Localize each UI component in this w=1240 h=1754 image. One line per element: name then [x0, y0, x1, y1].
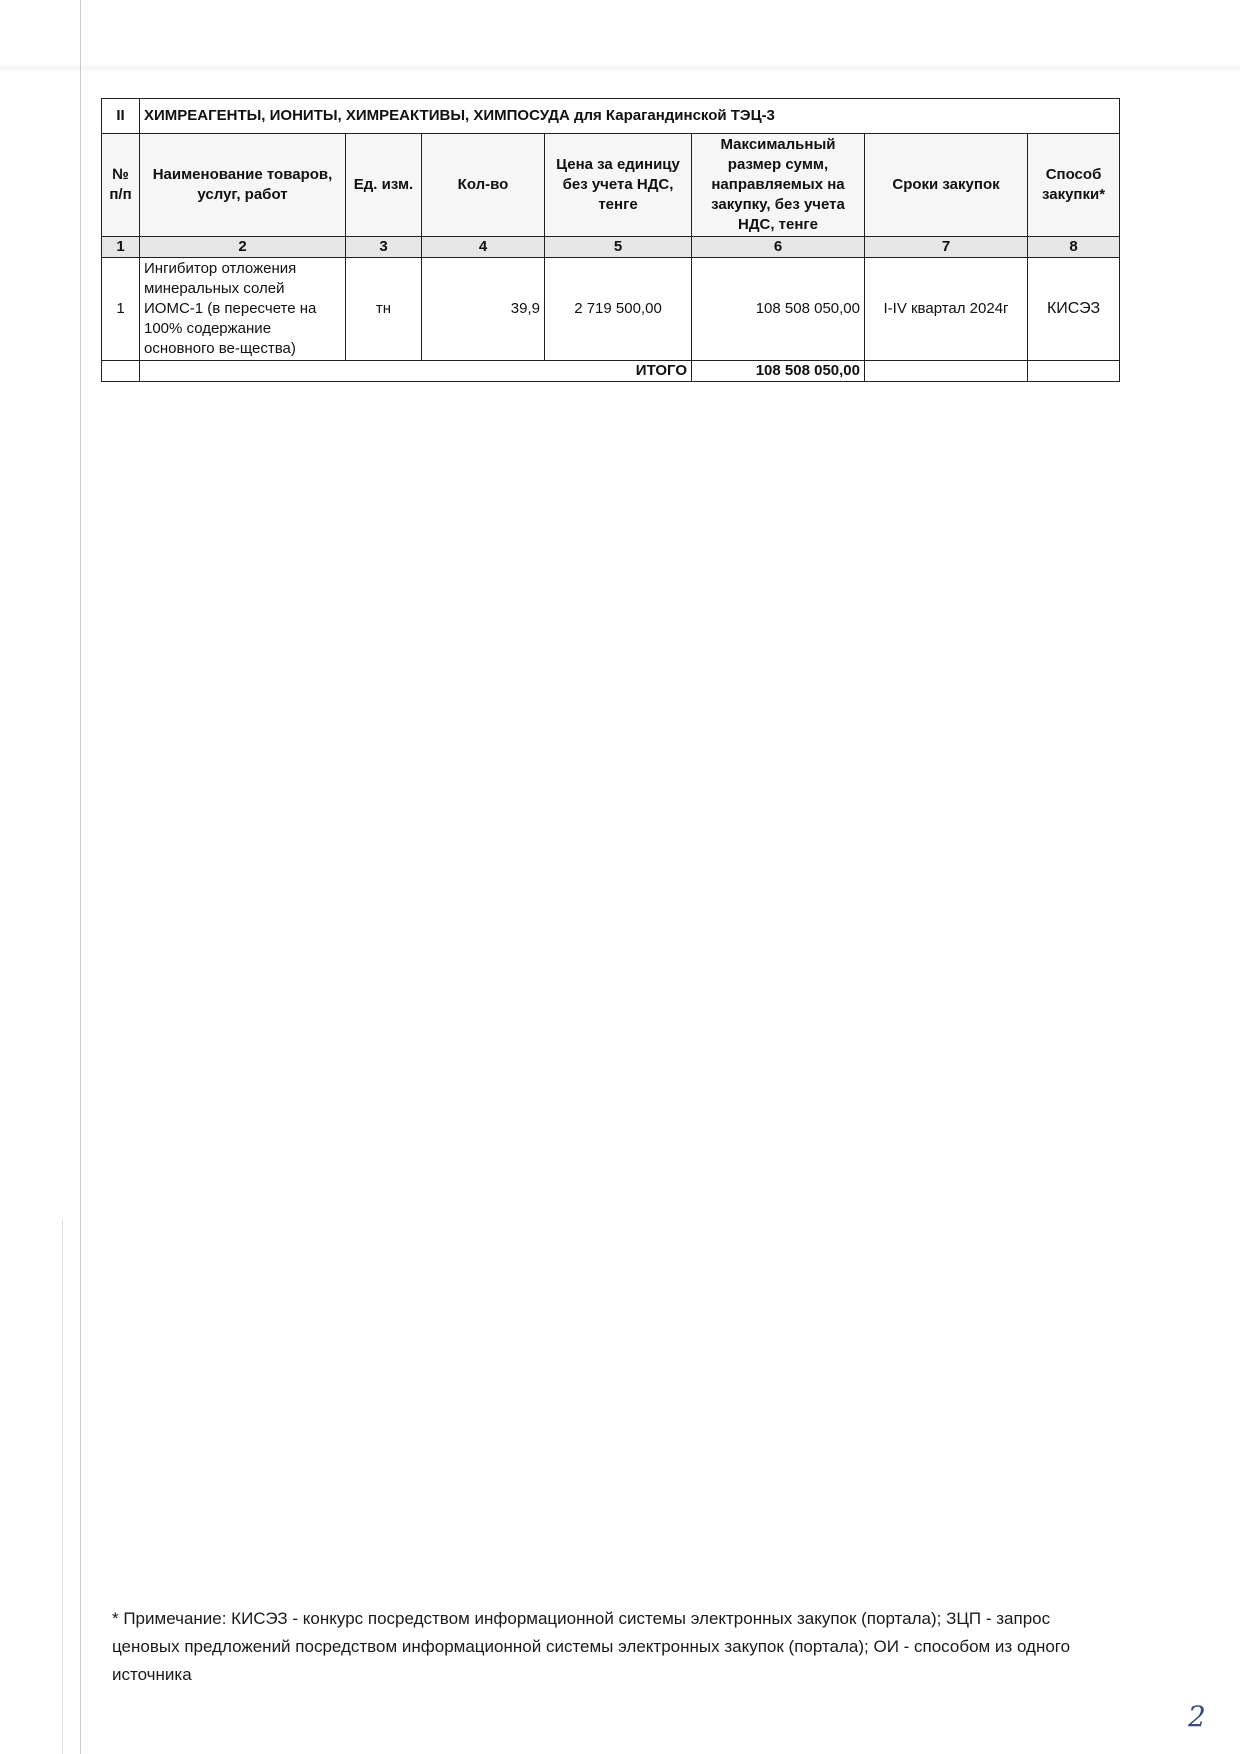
- column-number: 1: [102, 237, 140, 258]
- column-number: 2: [140, 237, 346, 258]
- item-quantity: 39,9: [422, 258, 545, 361]
- item-method: КИСЭЗ: [1028, 258, 1120, 361]
- header-cell: Цена за единицу без учета НДС, тенге: [545, 134, 692, 237]
- section-row: [102, 99, 1120, 134]
- column-number: 5: [545, 237, 692, 258]
- total-row: [102, 361, 1120, 382]
- header-row: [102, 134, 1120, 237]
- header-cell: Кол-во: [422, 134, 545, 237]
- footnote: * Примечание: КИСЭЗ - конкурс посредством информационной системы электронных закупок (портала); ЗЦП - запрос ценовых предложений посредством информационной системы электронных закупок (портала); ОИ - способом из одного источника: [112, 1609, 1071, 1684]
- column-number-row: [102, 237, 1120, 258]
- scan-edge: [62, 1220, 63, 1754]
- section-number: II: [102, 99, 140, 134]
- header-cell: Наименование товаров, услуг, работ: [140, 134, 346, 237]
- row-number: 1: [102, 258, 140, 361]
- column-number: 7: [865, 237, 1028, 258]
- section-title: ХИМРЕАГЕНТЫ, ИОНИТЫ, ХИМРЕАКТИВЫ, ХИМПОСУДА для Карагандинской ТЭЦ-3: [140, 99, 1120, 134]
- column-number: 6: [692, 237, 865, 258]
- total-label: ИТОГО: [140, 361, 692, 382]
- item-name: Ингибитор отложения минеральных солей ИОМС-1 (в пересчете на 100% содержание основного ве-щества): [140, 258, 346, 361]
- column-number: 3: [346, 237, 422, 258]
- total-value: 108 508 050,00: [692, 361, 865, 382]
- header-cell: Максимальный размер сумм, направляемых на закупку, без учета НДС, тенге: [692, 134, 865, 237]
- header-cell: Способ закупки*: [1028, 134, 1120, 237]
- total-empty-cell: [102, 361, 140, 382]
- total-empty-cell: [1028, 361, 1120, 382]
- header-cell: Сроки закупок: [865, 134, 1028, 237]
- item-unit: тн: [346, 258, 422, 361]
- page-number: 2: [1188, 1700, 1206, 1733]
- scan-edge: [80, 0, 81, 1754]
- table-row: [102, 258, 1120, 361]
- item-period: I-IV квартал 2024г: [865, 258, 1028, 361]
- item-unit-price: 2 719 500,00: [545, 258, 692, 361]
- header-cell: Ед. изм.: [346, 134, 422, 237]
- procurement-table: [101, 98, 1120, 382]
- item-max-sum: 108 508 050,00: [692, 258, 865, 361]
- header-cell: № п/п: [102, 134, 140, 237]
- scan-band: [0, 64, 1240, 72]
- total-empty-cell: [865, 361, 1028, 382]
- column-number: 8: [1028, 237, 1120, 258]
- column-number: 4: [422, 237, 545, 258]
